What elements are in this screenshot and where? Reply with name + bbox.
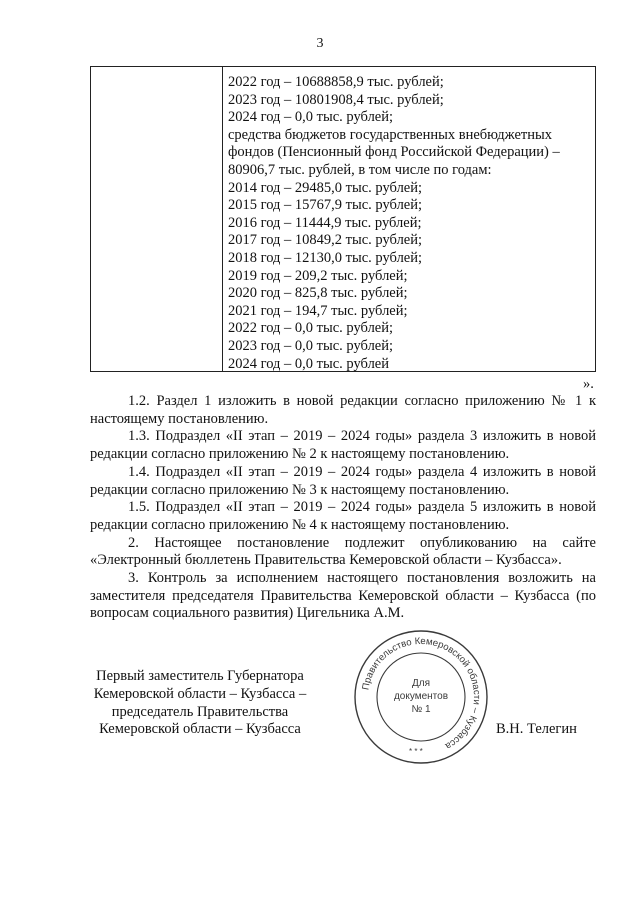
signer-name: В.Н. Телегин — [496, 721, 577, 737]
budget-table — [90, 66, 596, 372]
page-number: 3 — [316, 36, 324, 51]
stamp-ring-text: Правительство Кемеровской области – Кузбасса — [360, 635, 483, 752]
budget-line: 2017 год – 10849,2 тыс. рублей; — [228, 232, 423, 249]
stamp-center-line: Для — [411, 678, 431, 689]
signatory-title — [80, 668, 320, 739]
stamp-stars: * * * — [409, 747, 423, 756]
signatory-line: Кемеровской области – Кузбасса – — [93, 685, 307, 702]
paragraph-1-3: 1.3. Подраздел «II этап – 2019 – 2024 годы» раздела 3 изложить в новой редакции согласно приложению № 2 к настоящему постановлению. — [90, 428, 596, 463]
resolution-paragraphs — [90, 393, 596, 623]
signatory-line: Первый заместитель Губернатора — [96, 668, 304, 684]
budget-line: 2024 год – 0,0 тыс. рублей; — [228, 109, 394, 126]
official-stamp — [352, 628, 490, 766]
table-column-divider — [222, 67, 223, 371]
budget-line: 2015 год – 15767,9 тыс. рублей; — [228, 197, 423, 214]
budget-line: 80906,7 тыс. рублей, в том числе по годам: — [228, 161, 492, 178]
budget-line: 2021 год – 194,7 тыс. рублей; — [228, 302, 408, 319]
budget-lines — [228, 74, 593, 373]
stamp-center-line: № 1 — [411, 704, 431, 715]
budget-line: 2023 год – 0,0 тыс. рублей; — [228, 337, 394, 354]
budget-line: 2018 год – 12130,0 тыс. рублей; — [228, 249, 423, 266]
paragraph-1-2: 1.2. Раздел 1 изложить в новой редакции согласно приложению № 1 к настоящему постановлению. — [90, 393, 596, 427]
budget-line: 2022 год – 0,0 тыс. рублей; — [228, 320, 394, 337]
budget-line: 2024 год – 0,0 тыс. рублей — [228, 355, 390, 372]
budget-line: 2020 год – 825,8 тыс. рублей; — [228, 285, 408, 302]
budget-line: 2022 год – 10688858,9 тыс. рублей; — [228, 74, 444, 90]
paragraph-1-5: 1.5. Подраздел «II этап – 2019 – 2024 годы» раздела 5 изложить в новой редакции согласно приложению № 4 к настоящему постановлению. — [90, 499, 596, 533]
budget-line: 2016 год – 11444,9 тыс. рублей; — [228, 214, 422, 231]
paragraph-2: 2. Настоящее постановление подлежит опубликованию на сайте «Электронный бюллетень Правительства Кемеровской области – Кузбасса». — [90, 534, 596, 569]
signatory-line: Кемеровской области – Кузбасса — [99, 721, 301, 738]
budget-line: 2019 год – 209,2 тыс. рублей; — [228, 267, 408, 284]
budget-line: фондов (Пенсионный фонд Российской Федерации) – — [228, 144, 560, 161]
paragraph-1-4: 1.4. Подраздел «II этап – 2019 – 2024 годы» раздела 4 изложить в новой редакции согласно приложению № 3 к настоящему постановлению. — [90, 463, 596, 498]
budget-line: 2014 год – 29485,0 тыс. рублей; — [228, 179, 423, 196]
closing-quote: ». — [583, 376, 594, 392]
signatory-line: председатель Правительства — [111, 703, 289, 720]
stamp-center-line: документов — [393, 691, 449, 702]
paragraph-3: 3. Контроль за исполнением настоящего постановления возложить на заместителя председателя Правительства Кемеровской области – Кузбасса (по вопросам социального развития) Цигельника А.М. — [90, 570, 596, 622]
budget-line: средства бюджетов государственных внебюджетных — [228, 126, 552, 143]
budget-line: 2023 год – 10801908,4 тыс. рублей; — [228, 91, 444, 108]
